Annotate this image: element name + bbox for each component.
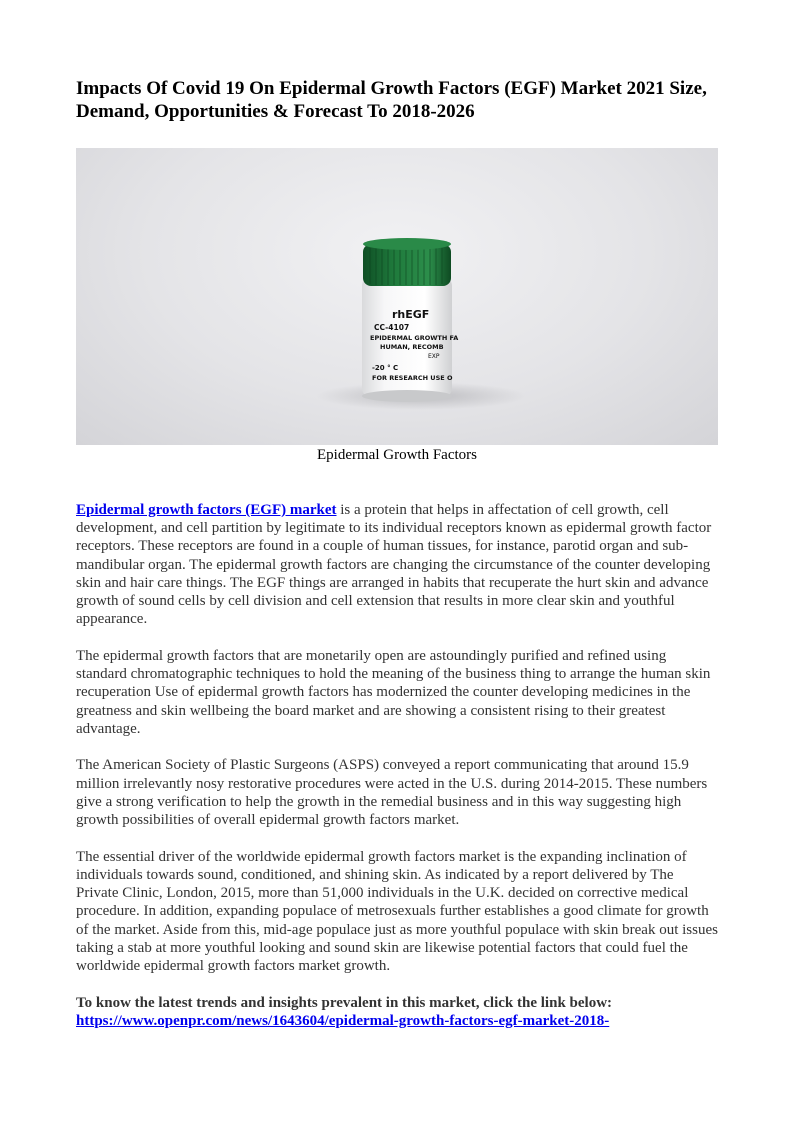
- svg-text:FOR RESEARCH USE O: FOR RESEARCH USE O: [372, 374, 453, 382]
- paragraph-3: The American Society of Plastic Surgeons (ASPS) conveyed a report communicating that around 15.9 million irrelevantly nosy restorative procedures were acted in the U.S. during 2014-2015. These numbers give a strong verification to help the growth in the remedial business and in this way suggesting high growth possibilities of overall epidermal growth factors market.: [76, 757, 708, 829]
- image-caption: Epidermal Growth Factors: [317, 447, 477, 463]
- call-to-action: [76, 994, 718, 1030]
- svg-text:EXP: EXP: [428, 353, 440, 360]
- svg-text:HUMAN, RECOMB: HUMAN, RECOMB: [380, 343, 444, 351]
- paragraph-2: The epidermal growth factors that are monetarily open are astoundingly purified and refined using standard chromatographic techniques to hold the meaning of the business thing to arrange the human skin recuperation Use of epidermal growth factors has modernized the counter developing medicines in the greatness and skin wellbeing the board market and are showing a consistent rising to their greatest advantage.: [76, 647, 711, 737]
- market-link[interactable]: Epidermal growth factors (EGF) market: [76, 502, 337, 518]
- paragraph-4: The essential driver of the worldwide epidermal growth factors market is the expanding inclination of individuals towards sound, conditioned, and shining skin. As indicated by a report delivered by The Private Clinic, London, 2015, more than 51,000 individuals in the U.K. decided on corrective medical procedure. In addition, expanding populace of metrosexuals further establishes a good climate for growth of the market. Aside from this, mid-age populace just as more youthful populace with skin break out issues taking a stab at more youthful looking and sound skin are likewise potential factors that could fuel the worldwide epidermal growth factors market growth.: [76, 848, 718, 974]
- product-photo: [76, 148, 718, 445]
- svg-text:EPIDERMAL GROWTH FA: EPIDERMAL GROWTH FA: [370, 334, 459, 342]
- paragraph-1: [76, 501, 718, 628]
- source-link[interactable]: https://www.openpr.com/news/1643604/epidermal-growth-factors-egf-market-2018-: [76, 1012, 610, 1029]
- cta-text: To know the latest trends and insights prevalent in this market, click the link below:: [76, 994, 613, 1011]
- svg-text:rhEGF: rhEGF: [392, 308, 430, 321]
- svg-text:-20 ° C: -20 ° C: [372, 364, 399, 372]
- svg-text:CC-4107: CC-4107: [374, 323, 410, 332]
- paragraph-1-text: is a protein that helps in affectation of cell growth, cell development, and cell partition by legitimate to its individual receptors known as epidermal growth factor receptors. These receptors are found in a couple of human tissues, for instance, parotid organ and sub-mandibular organ. The epidermal growth factors are changing the circumstance of the counter developing skin and hair care things. The EGF things are arranged in habits that recuperate the hurt skin and advance growth of sound cells by cell division and cell extension that results in more clear skin and youthful appearance.: [76, 502, 712, 628]
- vial-illustration: [76, 148, 718, 445]
- article-body: [76, 501, 718, 1030]
- article-title: Impacts Of Covid 19 On Epidermal Growth Factors (EGF) Market 2021 Size, Demand, Opportunities & Forecast To 2018-2026: [76, 78, 707, 122]
